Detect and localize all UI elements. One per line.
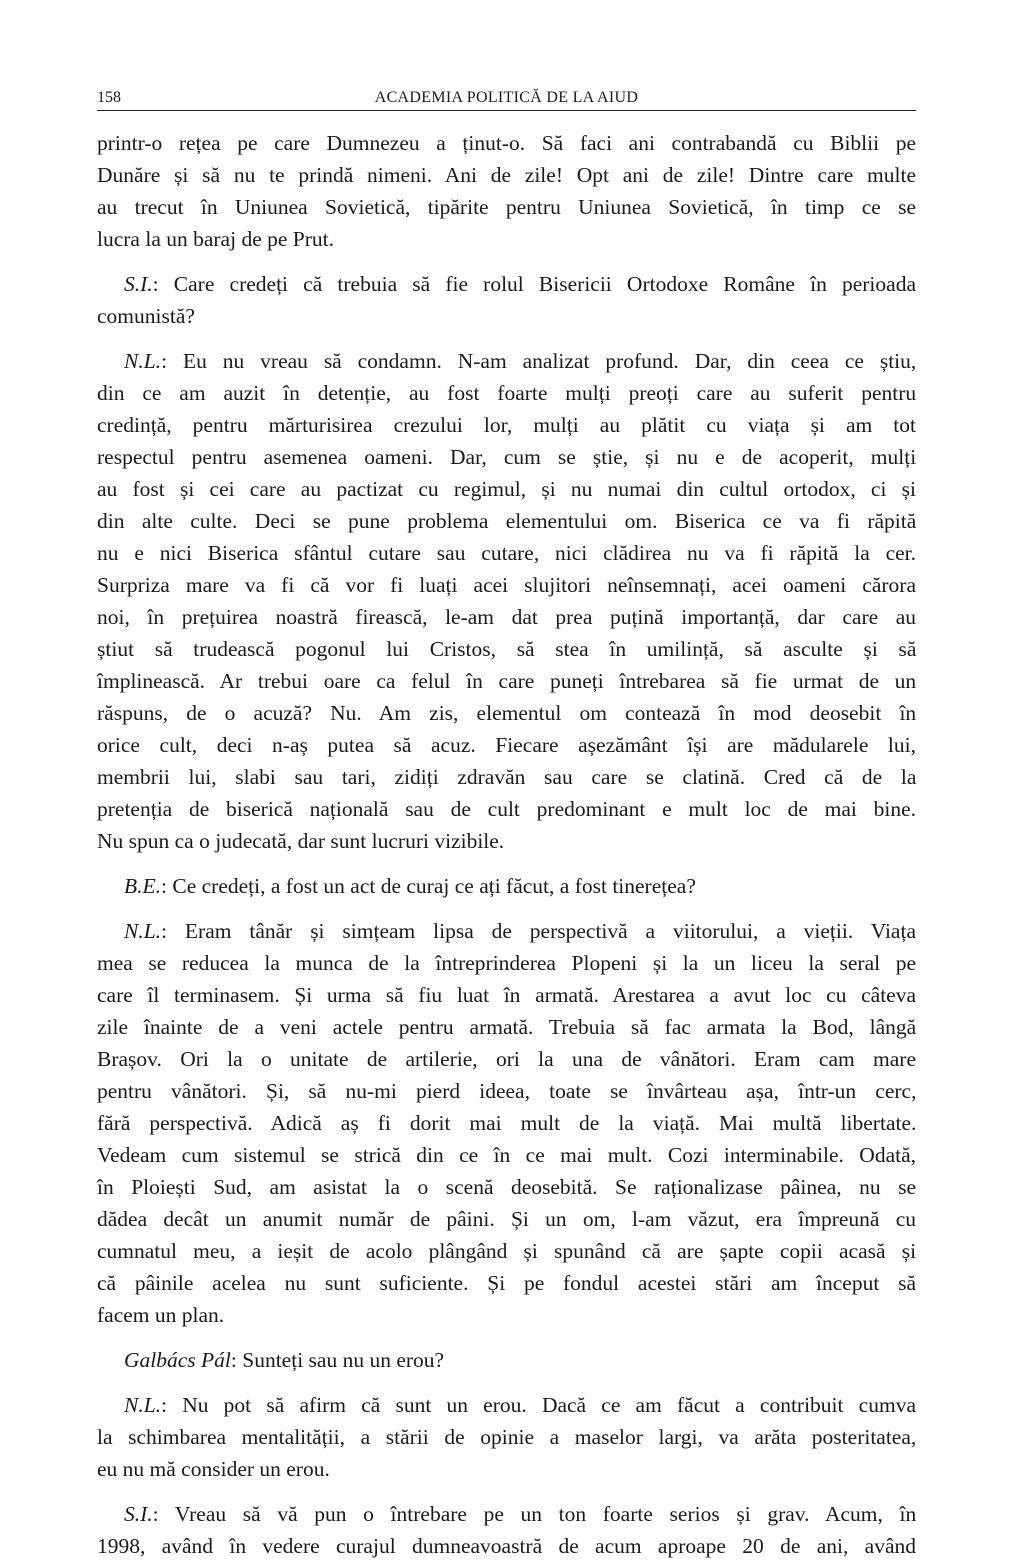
text-line bbox=[97, 473, 916, 505]
text-line bbox=[97, 505, 916, 537]
line-text: respectul pentru asemenea oameni. Dar, cum se știe, și nu e de acoperit, mulți bbox=[97, 445, 917, 469]
text-line bbox=[97, 1171, 916, 1203]
text-line bbox=[97, 979, 916, 1011]
line-text: răspuns, de o acuză? Nu. Am zis, elementul om contează în mod deosebit în bbox=[97, 701, 917, 725]
line-text: Brașov. Ori la o unitate de artilerie, ori la una de vânători. Eram cam mare bbox=[97, 1047, 916, 1071]
text-line bbox=[97, 441, 916, 473]
page-number: 158 bbox=[97, 89, 121, 106]
running-header bbox=[97, 86, 916, 111]
text-line bbox=[97, 191, 916, 223]
text-line bbox=[97, 1453, 916, 1485]
speaker-label: S.I. bbox=[124, 1502, 153, 1526]
text-line bbox=[97, 537, 916, 569]
text-line bbox=[97, 1530, 916, 1562]
text-line bbox=[97, 1139, 916, 1171]
line-text: Surpriza mare va fi că vor fi luați acei slujitori neînsemnați, acei oameni cărora bbox=[97, 573, 916, 597]
text-line bbox=[97, 870, 916, 902]
dialogue-paragraph bbox=[97, 1344, 916, 1376]
line-text: în Ploiești Sud, am asistat la o scenă deosebită. Se raționalizase pâinea, nu se bbox=[97, 1175, 916, 1199]
line-text: la schimbarea mentalității, a stării de opinie a maselor largi, va arăta posteritatea, bbox=[97, 1425, 917, 1449]
speaker-label: N.L. bbox=[124, 919, 162, 943]
text-line bbox=[97, 601, 916, 633]
line-text: : Eram tânăr și simțeam lipsa de perspectivă a viitorului, a vieții. Viața bbox=[161, 919, 916, 943]
line-text: lucra la un baraj de pe Prut. bbox=[97, 227, 335, 251]
line-text: eu nu mă consider un erou. bbox=[97, 1457, 330, 1481]
text-line bbox=[97, 633, 916, 665]
dialogue-paragraph bbox=[97, 1498, 916, 1562]
text-line bbox=[97, 345, 916, 377]
text-line bbox=[97, 665, 916, 697]
line-text: credință, pentru mărturisirea crezului lor, mulți au plătit cu viața și am tot bbox=[97, 413, 916, 437]
text-line bbox=[97, 1075, 916, 1107]
line-text: dădea decât un anumit număr de pâini. Și un om, l-am văzut, era împreună cu bbox=[97, 1207, 916, 1231]
text-line bbox=[97, 159, 916, 191]
line-text: 1998, având în vedere curajul dumneavoastră de acum aproape 20 de ani, având bbox=[97, 1534, 916, 1558]
line-text: : Ce credeți, a fost un act de curaj ce ați făcut, a fost tinerețea? bbox=[161, 874, 696, 898]
line-text: zile înainte de a veni actele pentru armată. Trebuia să fac armata la Bod, lângă bbox=[97, 1015, 917, 1039]
text-line bbox=[97, 729, 916, 761]
line-text: : Eu nu vreau să condamn. N-am analizat profund. Dar, din ceea ce știu, bbox=[161, 349, 917, 373]
line-text: fără perspectivă. Adică aș fi dorit mai mult de la viață. Mai multă libertate. bbox=[97, 1111, 917, 1135]
line-text: printr-o rețea pe care Dumnezeu a ținut-o. Să faci ani contrabandă cu Biblii pe bbox=[97, 131, 916, 155]
line-text: știut să trudească pogonul lui Cristos, să stea în umilință, să asculte și să bbox=[97, 637, 917, 661]
line-text: Vedeam cum sistemul se strică din ce în ce mai mult. Cozi interminabile. Odată, bbox=[97, 1143, 916, 1167]
text-line bbox=[97, 300, 916, 332]
text-line bbox=[97, 1344, 916, 1376]
running-title: ACADEMIA POLITICĂ DE LA AIUD bbox=[374, 89, 639, 106]
text-line bbox=[97, 409, 916, 441]
text-line bbox=[97, 697, 916, 729]
text-line bbox=[97, 1043, 916, 1075]
text-line bbox=[97, 127, 916, 159]
line-text: cumnatul meu, a ieșit de acolo plângând și spunând că are șapte copii acasă și bbox=[97, 1239, 917, 1263]
dialogue-paragraph bbox=[97, 1389, 916, 1485]
speaker-label: N.L. bbox=[124, 1393, 162, 1417]
line-text: facem un plan. bbox=[97, 1303, 225, 1327]
line-text: membrii lui, slabi sau tari, zidiți zdravăn sau care se clatină. Cred că de la bbox=[97, 765, 917, 789]
page-body bbox=[97, 127, 916, 1562]
book-page bbox=[97, 86, 916, 1562]
line-text: Nu spun ca o judecată, dar sunt lucruri vizibile. bbox=[97, 829, 505, 853]
line-text: noi, în prețuirea noastră firească, le-am dat prea puțină importanță, dar care au bbox=[97, 605, 916, 629]
line-text: nu e nici Biserica sfântul cutare sau cutare, nici clădirea nu va fi răpită la cer. bbox=[97, 541, 917, 565]
line-text: : Vreau să vă pun o întrebare pe un ton foarte serios și grav. Acum, în bbox=[152, 1502, 917, 1526]
speaker-label: N.L. bbox=[124, 349, 162, 373]
text-line bbox=[97, 1267, 916, 1299]
text-line bbox=[97, 1389, 916, 1421]
text-line bbox=[97, 915, 916, 947]
text-line bbox=[97, 377, 916, 409]
line-text: : Care credeți că trebuia să fie rolul Bisericii Ortodoxe Române în perioada bbox=[152, 272, 916, 296]
line-text: au trecut în Uniunea Sovietică, tipărite pentru Uniunea Sovietică, în timp ce se bbox=[97, 195, 916, 219]
text-line bbox=[97, 1011, 916, 1043]
dialogue-paragraph bbox=[97, 268, 916, 332]
line-text: din ce am auzit în detenție, au fost foarte mulți preoți care au suferit pentru bbox=[97, 381, 917, 405]
text-line bbox=[97, 825, 916, 857]
line-text: din alte culte. Deci se pune problema elementului om. Biserica ce va fi răpită bbox=[97, 509, 917, 533]
speaker-label: B.E. bbox=[124, 874, 162, 898]
text-line bbox=[97, 223, 916, 255]
text-line bbox=[97, 947, 916, 979]
line-text: care îl terminasem. Și urma să fiu luat în armată. Arestarea a avut loc cu câteva bbox=[97, 983, 916, 1007]
dialogue-paragraph bbox=[97, 870, 916, 902]
line-text: comunistă? bbox=[97, 304, 195, 328]
text-line bbox=[97, 1235, 916, 1267]
text-line bbox=[97, 569, 916, 601]
dialogue-paragraph bbox=[97, 345, 916, 857]
text-paragraph bbox=[97, 127, 916, 255]
text-line bbox=[97, 1203, 916, 1235]
line-text: că pâinile acelea nu sunt suficiente. Și pe fondul acestei stări am început să bbox=[97, 1271, 916, 1295]
text-line bbox=[97, 793, 916, 825]
text-line bbox=[97, 761, 916, 793]
dialogue-paragraph bbox=[97, 915, 916, 1331]
line-text: pentru vânători. Și, să nu-mi pierd ideea, toate se învârteau așa, într-un cerc, bbox=[97, 1079, 917, 1103]
line-text: au fost și cei care au pactizat cu regimul, și nu numai din cultul ortodox, ci și bbox=[97, 477, 916, 501]
line-text: împlinească. Ar trebui oare ca felul în care puneți întrebarea să fie urmat de un bbox=[97, 669, 917, 693]
line-text: pretenția de biserică națională sau de cult predominant e mult loc de mai bine. bbox=[97, 797, 917, 821]
speaker-label: S.I. bbox=[124, 272, 153, 296]
line-text: Dunăre și să nu te prindă nimeni. Ani de zile! Opt ani de zile! Dintre care multe bbox=[97, 163, 916, 187]
text-line bbox=[97, 268, 916, 300]
text-line bbox=[97, 1107, 916, 1139]
line-text: : Nu pot să afirm că sunt un erou. Dacă ce am făcut a contribuit cumva bbox=[161, 1393, 916, 1417]
line-text: orice cult, deci n-aș putea să acuz. Fiecare așezământ își are mădularele lui, bbox=[97, 733, 916, 757]
speaker-label: Galbács Pál bbox=[124, 1348, 231, 1372]
line-text: mea se reducea la munca de la întreprinderea Plopeni și la un liceu la seral pe bbox=[97, 951, 916, 975]
text-line bbox=[97, 1299, 916, 1331]
line-text: : Sunteți sau nu un erou? bbox=[230, 1348, 445, 1372]
text-line bbox=[97, 1421, 916, 1453]
text-line bbox=[97, 1498, 916, 1530]
